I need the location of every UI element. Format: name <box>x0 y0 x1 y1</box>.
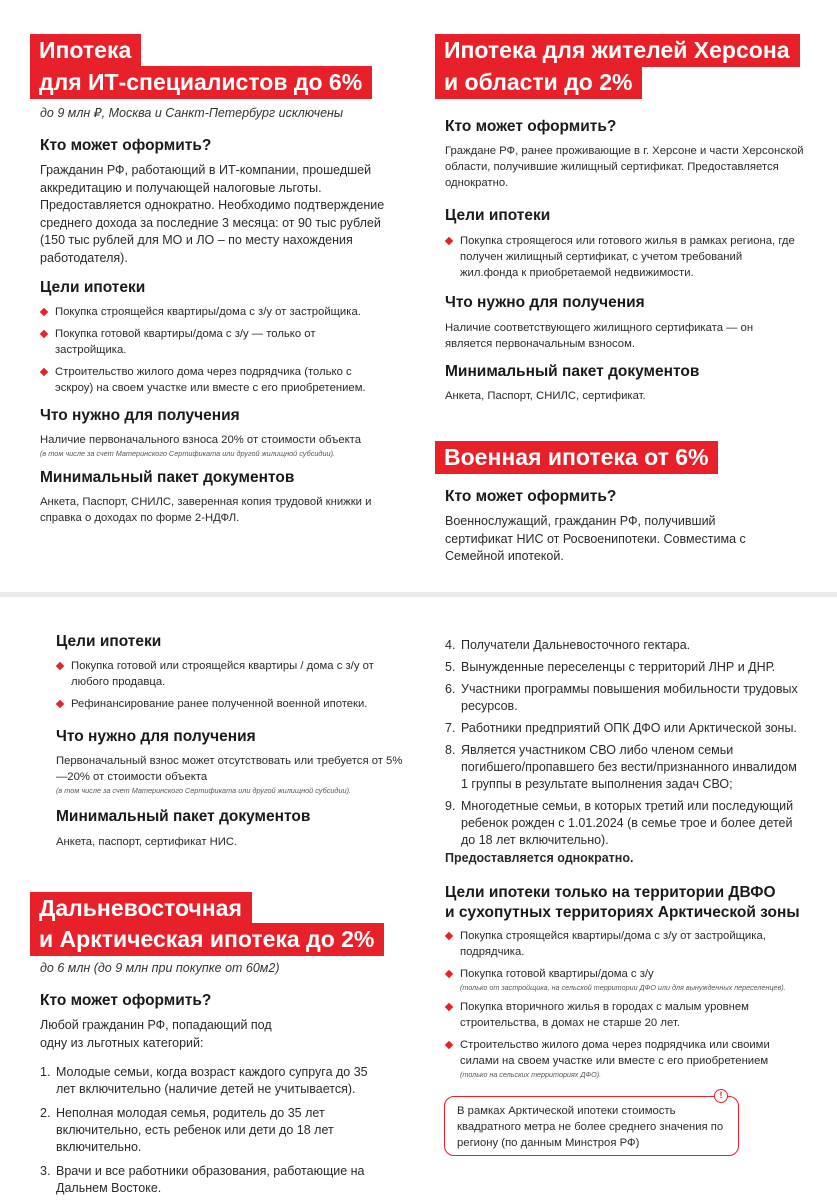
list-item: 6. Участники программы повышения мобильности трудовых ресурсов. <box>445 682 798 713</box>
it-who-heading: Кто может оформить? <box>40 137 212 154</box>
fareast-goals-list <box>445 928 795 1080</box>
it-title-line1: Ипотека <box>30 34 141 67</box>
military-need-heading: Что нужно для получения <box>56 728 256 745</box>
list-item-note: (только на сельских территориях ДФО). <box>460 1070 602 1079</box>
list-item: Покупка строящейся квартиры/дома с з/у от застройщика. <box>40 304 390 320</box>
kherson-goals-list <box>445 233 803 281</box>
list-item: 5. Вынужденные переселенцы с территорий ЛНР и ДНР. <box>445 660 776 674</box>
list-item: 7. Работники предприятий ОПК ДФО или Арктической зоны. <box>445 721 797 735</box>
bullet-diamond-icon <box>445 237 453 245</box>
exclamation-icon: ! <box>714 1089 728 1103</box>
arctic-note-text: В рамках Арктической ипотеки стоимость квадратного метра не более среднего значения по региону (по данным Минстроя РФ) <box>457 1105 724 1149</box>
list-item: Покупка готовой или строящейся квартиры / дома с з/у от любого продавца. <box>56 658 401 690</box>
list-item: Покупка готовой квартиры/дома с з/у (только от застройщика, на сельской территории ДФО или для вынужденных переселенцев). <box>445 966 795 993</box>
bullet-diamond-icon <box>40 308 48 316</box>
military-need-note: (в том числе за счет Материнского Сертификата или другой жилищной субсидии). <box>56 786 352 795</box>
bullet-diamond-icon <box>40 368 48 376</box>
list-item-note: (только от застройщика, на сельской территории ДФО или для вынужденных переселенцев). <box>460 983 786 992</box>
list-item: 1. Молодые семьи, когда возраст каждого супруга до 35 лет включительно (наличие детей не учитывается). <box>40 1065 368 1096</box>
list-item: Рефинансирование ранее полученной военной ипотеки. <box>56 696 401 712</box>
fareast-categories-list-a <box>40 1064 385 1197</box>
it-goals-list <box>40 304 390 396</box>
it-docs-heading: Минимальный пакет документов <box>40 469 295 486</box>
fareast-goals-heading-line1: Цели ипотеки только на территории ДВФО <box>445 884 776 901</box>
military-docs-heading: Минимальный пакет документов <box>56 808 311 825</box>
list-item: Покупка строящейся квартиры/дома с з/у от застройщика, подрядчика. <box>445 928 795 960</box>
fareast-who-heading: Кто может оформить? <box>40 992 212 1009</box>
list-item: Покупка строящегося или готового жилья в рамках региона, где получен жилищный сертификат, с учетом требований жил.фонда к приобретаемой недвижимости. <box>445 233 803 281</box>
list-item: Строительство жилого дома через подрядчика (только с эскроу) на своем участке или вместе с его приобретением. <box>40 364 390 396</box>
military-title: Военная ипотека от 6% <box>435 441 718 474</box>
arctic-note-box <box>444 1096 739 1156</box>
bullet-diamond-icon <box>445 932 453 940</box>
kherson-goals-heading: Цели ипотеки <box>445 207 551 224</box>
page-2 <box>0 597 837 1200</box>
list-item: 8. Является участником СВО либо членом семьи погибшего/пропавшего без вести/признанного инвалидом 1 группы в результате выполнения задач СВО; <box>445 743 797 791</box>
bullet-diamond-icon <box>56 662 64 670</box>
kherson-docs-text: Анкета, Паспорт, СНИЛС, сертификат. <box>445 390 646 402</box>
page-1 <box>0 0 837 592</box>
bullet-diamond-icon <box>445 1041 453 1049</box>
it-need-heading: Что нужно для получения <box>40 407 240 424</box>
list-item: 9. Многодетные семьи, в которых третий или последующий ребенок рожден с 1.01.2024 (в семье трое и более детей до 18 лет включительно). <box>445 799 794 847</box>
bullet-diamond-icon <box>40 330 48 338</box>
bullet-diamond-icon <box>445 1003 453 1011</box>
list-item: Покупка готовой квартиры/дома с з/у — только от застройщика. <box>40 326 390 358</box>
kherson-who-heading: Кто может оформить? <box>445 118 617 135</box>
kherson-title-line1: Ипотека для жителей Херсона <box>435 34 800 67</box>
kherson-need-text: Наличие соответствующего жилищного сертификата — он является первоначальным взносом. <box>445 322 754 350</box>
list-item: 3. Врачи и все работники образования, работающие на Дальнем Востоке. <box>40 1164 365 1195</box>
it-docs-text: Анкета, Паспорт, СНИЛС, заверенная копия трудовой книжки и справка о доходах по форме 2-НДФЛ. <box>40 496 372 524</box>
it-need-text: Наличие первоначального взноса 20% от стоимости объекта <box>40 434 362 446</box>
list-item: Строительство жилого дома через подрядчика или своими силами на своем участке или вместе с его приобретением (только на сельских территориях ДФО). <box>445 1037 795 1080</box>
list-item: 4. Получатели Дальневосточного гектара. <box>445 638 691 652</box>
military-goals-heading: Цели ипотеки <box>56 633 162 650</box>
kherson-need-heading: Что нужно для получения <box>445 294 645 311</box>
military-who-heading: Кто может оформить? <box>445 488 617 505</box>
military-goals-list <box>56 658 401 712</box>
it-title-line2: для ИТ-специалистов до 6% <box>30 66 372 99</box>
kherson-title-line2: и области до 2% <box>435 66 642 99</box>
list-item: 2. Неполная молодая семья, родитель до 35 лет включительно, есть ребенок или дети до 18 лет включительно. <box>40 1106 334 1154</box>
kherson-who-text: Граждане РФ, ранее проживающие в г. Херсоне и части Херсонской области, получившие жилищный сертификат. Предоставляется однократно. <box>445 145 804 189</box>
bullet-diamond-icon <box>56 700 64 708</box>
bullet-diamond-icon <box>445 970 453 978</box>
fareast-once-note: Предоставляется однократно. <box>445 851 634 865</box>
it-who-text: Гражданин РФ, работающий в ИТ-компании, прошедшей аккредитацию и получающей налоговые льготы. Предоставляется однократно. Необходимо подтверждение среднего дохода за последние 3 месяца: от 90 тыс рублей (150 тыс рублей для МО и ЛО – по месту нахождения работодателя). <box>40 163 385 265</box>
fareast-who-text: Любой гражданин РФ, попадающий под одну из льготных категорий: <box>40 1018 272 1050</box>
fareast-goals-heading-line2: и сухопутных территориях Арктической зоны <box>445 904 800 921</box>
military-docs-text: Анкета, паспорт, сертификат НИС. <box>56 836 238 848</box>
military-need-text: Первоначальный взнос может отсутствовать или требуется от 5%—20% от стоимости объекта <box>56 755 403 783</box>
it-subtitle: до 9 млн ₽, Москва и Санкт-Петербург исключены <box>40 106 344 120</box>
it-goals-heading: Цели ипотеки <box>40 279 146 296</box>
fareast-categories-list-b <box>445 637 800 849</box>
fareast-title-line1: Дальневосточная <box>30 892 252 925</box>
list-item: Покупка вторичного жилья в городах с малым уровнем строительства, в домах не старше 20 лет. <box>445 999 795 1031</box>
fareast-subtitle: до 6 млн (до 9 млн при покупке от 60м2) <box>40 961 280 975</box>
fareast-title-line2: и Арктическая ипотека до 2% <box>30 923 384 956</box>
military-who-text: Военнослужащий, гражданин РФ, получивший сертификат НИС от Росвоенипотеки. Совместима с Семейной ипотекой. <box>445 514 746 563</box>
it-need-note: (в том числе за счет Материнского Сертификата или другой жилищной субсидии). <box>40 449 336 458</box>
kherson-docs-heading: Минимальный пакет документов <box>445 363 700 380</box>
